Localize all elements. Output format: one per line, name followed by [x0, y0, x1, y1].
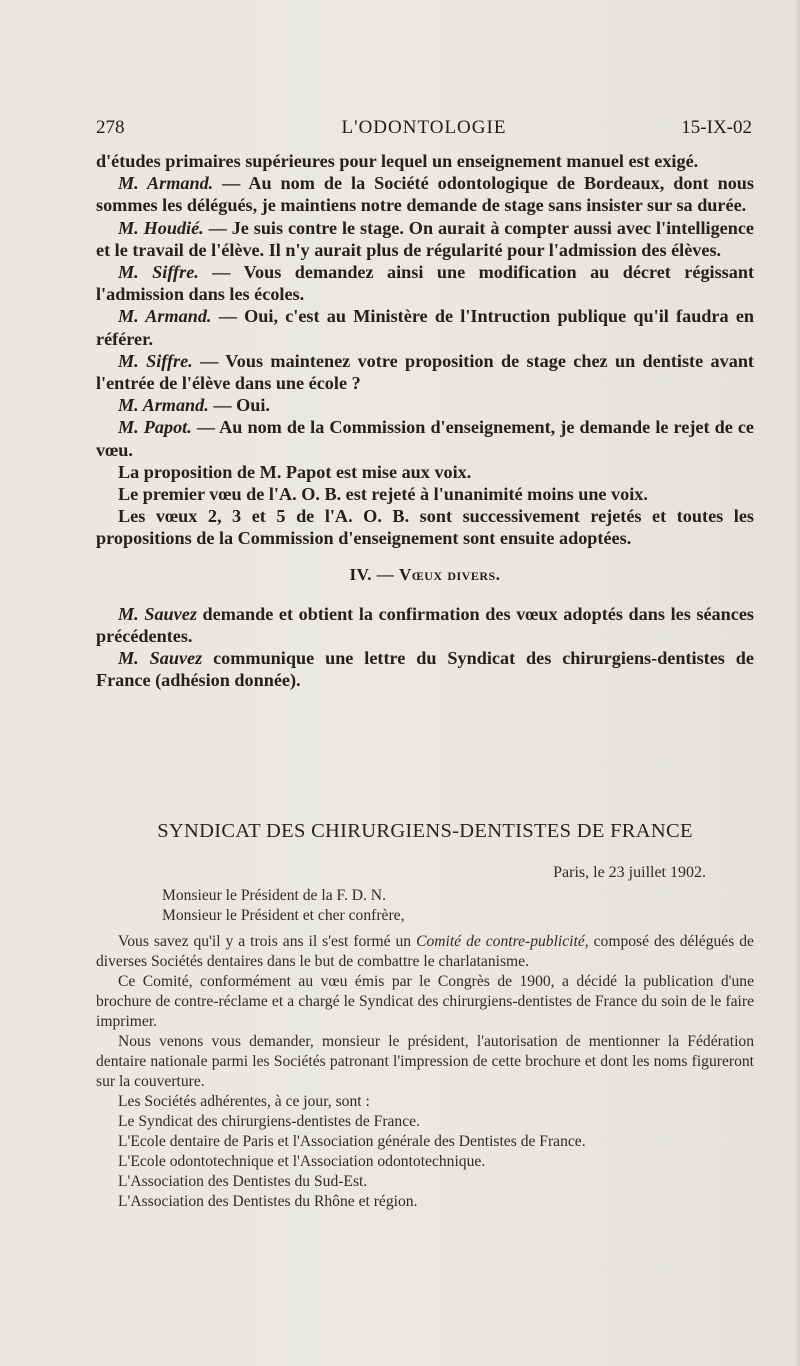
- society-item: Le Syndicat des chirurgiens-dentistes de France.: [118, 1113, 420, 1130]
- paragraph: [96, 461, 754, 483]
- paragraph: [96, 305, 754, 349]
- society-item: L'Association des Dentistes du Sud-Est.: [118, 1173, 368, 1190]
- committee-name: Comité de contre-publicité,: [416, 933, 589, 950]
- paragraph-text: communique une lettre du Syndicat des chirurgiens-dentistes de France (adhésion donnée).: [96, 648, 754, 691]
- issue-date: 15-IX-02: [681, 117, 752, 138]
- letter-paragraph: Ce Comité, conformément au vœu émis par le Congrès de 1900, a décidé la publication d'une brochure de contre-réclame et a chargé le Syndicat des chirurgiens-dentistes de France du soin de le faire imprimer.: [96, 973, 754, 1030]
- paragraph: [96, 647, 754, 691]
- letter-paragraph: Les Sociétés adhérentes, à ce jour, sont :: [118, 1093, 370, 1110]
- discussion-body: [96, 150, 754, 691]
- letter-text: Vous savez qu'il y a trois ans il s'est formé un: [118, 933, 417, 950]
- page-number: 278: [96, 117, 125, 138]
- paragraph-text: Le premier vœu de l'A. O. B. est rejeté à l'unanimité moins une voix.: [118, 484, 648, 505]
- society-item: L'Association des Dentistes du Rhône et région.: [118, 1193, 418, 1210]
- letter-address-line: Monsieur le Président de la F. D. N.: [162, 887, 386, 904]
- paragraph-text: — Oui, c'est au Ministère de l'Intruction publique qu'il faudra en référer.: [96, 306, 755, 349]
- paragraph: [96, 394, 754, 416]
- section-number: IV. —: [349, 564, 399, 584]
- letter-paragraph: [96, 932, 754, 972]
- speaker-name: M. Armand.: [118, 395, 209, 416]
- paragraph-text: — Au nom de la Commission d'enseignement, je demande le rejet de ce vœu.: [96, 417, 754, 460]
- paragraph: [96, 603, 754, 647]
- paragraph: [96, 261, 754, 305]
- letter-date: Paris, le 23 juillet 1902.: [553, 864, 706, 881]
- society-item: L'Ecole dentaire de Paris et l'Association générale des Dentistes de France.: [118, 1133, 586, 1150]
- paragraph-text: — Au nom de la Société odontologique de Bordeaux, dont nous sommes les délégués, je maintiens notre demande de stage sans insister sur sa durée.: [96, 173, 754, 216]
- running-head: [96, 117, 752, 143]
- paragraph-text: — Je suis contre le stage. On aurait à compter aussi avec l'intelligence et le travail de l'élève. Il n'y aurait plus de régularité pour l'admission des élèves.: [96, 217, 754, 260]
- section-heading: [96, 565, 754, 585]
- paragraph-text: — Oui.: [208, 395, 270, 416]
- paragraph-text: — Vous demandez ainsi une modification au décret régissant l'admission dans les écoles.: [96, 262, 755, 305]
- letter-text: composé des délégués de diverses Sociétés dentaires dans le but de combattre le charlatanisme.: [96, 933, 754, 970]
- speaker-name: M. Siffre.: [118, 262, 199, 283]
- section-title: Vœux divers.: [398, 564, 501, 584]
- letter-paragraph: Nous venons vous demander, monsieur le président, l'autorisation de mentionner la Fédération dentaire nationale parmi les Sociétés patronant l'impression de cette brochure et dont les noms figureront sur la couverture.: [96, 1033, 754, 1090]
- speaker-name: M. Papot.: [118, 417, 192, 438]
- paragraph: [96, 505, 754, 549]
- speaker-name: M. Sauvez: [118, 648, 203, 669]
- letter-salutation: Monsieur le Président et cher confrère,: [162, 907, 405, 924]
- speaker-name: M. Siffre.: [118, 350, 193, 371]
- paragraph: [96, 217, 754, 261]
- speaker-name: M. Armand.: [118, 173, 214, 194]
- paragraph-text: demande et obtient la confirmation des vœux adoptés dans les séances précédentes.: [96, 603, 754, 646]
- paragraph-text: Les vœux 2, 3 et 5 de l'A. O. B. sont successivement rejetés et toutes les propositions de la Commission d'enseignement sont ensuite adoptées.: [96, 506, 754, 549]
- journal-title: L'ODONTOLOGIE: [341, 117, 507, 138]
- paragraph: [96, 150, 754, 172]
- paragraph-text: d'études primaires supérieures pour lequel un enseignement manuel est exigé.: [96, 151, 699, 171]
- paragraph: [96, 416, 754, 460]
- paragraph-text: — Vous maintenez votre proposition de stage chez un dentiste avant l'entrée de l'élève dans une école ?: [96, 350, 754, 394]
- speaker-name: M. Houdié.: [118, 217, 204, 238]
- speaker-name: M. Sauvez: [118, 603, 197, 624]
- letter-body: [96, 886, 754, 1212]
- paragraph: [96, 172, 754, 216]
- page-edge-shadow: [794, 0, 800, 1366]
- paragraph: [96, 483, 754, 505]
- paragraph: [96, 350, 754, 394]
- letter-title: SYNDICAT DES CHIRURGIENS-DENTISTES DE FRANCE: [157, 820, 693, 842]
- society-item: L'Ecole odontotechnique et l'Association odontotechnique.: [118, 1153, 486, 1170]
- paragraph-text: La proposition de M. Papot est mise aux voix.: [118, 461, 472, 482]
- speaker-name: M. Armand.: [118, 306, 212, 327]
